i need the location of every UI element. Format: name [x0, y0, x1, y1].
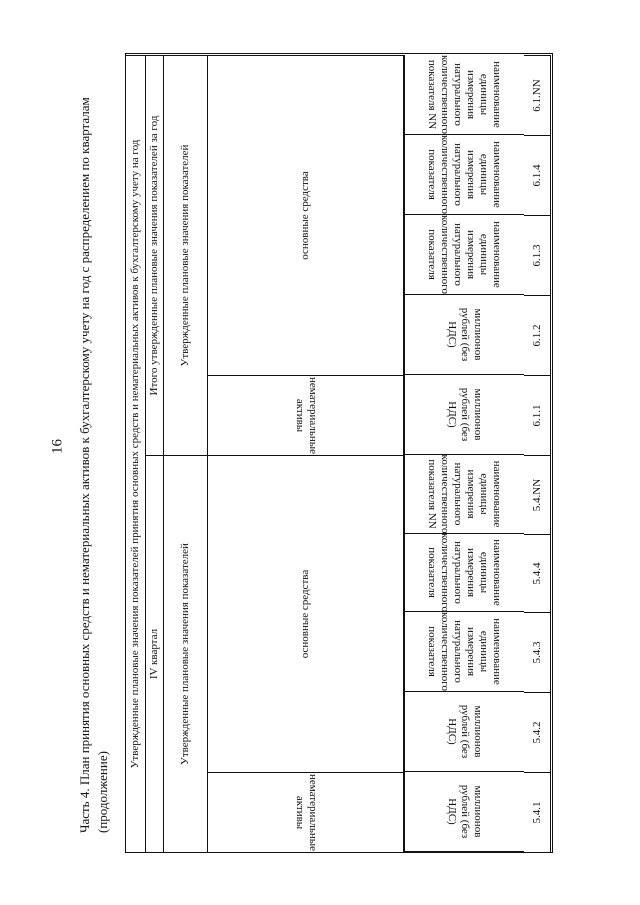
- left-fixed-assets-header: основные средства: [208, 455, 404, 772]
- col-unit-6-1-3: наименование единицы измерения натурального количественного показателя: [404, 215, 524, 295]
- col-unit-6-1-1: миллионов рублей (без НДС): [404, 375, 524, 455]
- col-code-5-4-1: 5.4.1: [524, 772, 551, 852]
- plan-table: [125, 53, 553, 853]
- col-unit-6-1-4: наименование единицы измерения натурального количественного показателя: [404, 135, 524, 215]
- col-code-5-4-nn: 5.4.NN: [524, 455, 551, 534]
- left-intangible-header: нематериальные активы: [208, 772, 404, 852]
- year-total-header: Итого утвержденные плановые значения показателей за год: [146, 55, 164, 455]
- right-fixed-assets-header: основные средства: [208, 55, 404, 375]
- col-code-6-1-2: 6.1.2: [524, 295, 551, 375]
- left-plan-title: Утвержденные плановые значения показателей: [164, 455, 208, 852]
- quarter-header: IV квартал: [146, 455, 164, 852]
- col-code-6-1-nn: 6.1.NN: [524, 55, 551, 135]
- col-code-5-4-3: 5.4.3: [524, 612, 551, 692]
- right-plan-title: Утвержденные плановые значения показателей: [164, 55, 208, 455]
- col-unit-5-4-2: миллионов рублей (без НДС): [404, 692, 524, 772]
- col-code-6-1-1: 6.1.1: [524, 375, 551, 455]
- col-unit-5-4-4: наименование единицы измерения натурального количественного показателя: [404, 534, 524, 612]
- col-unit-5-4-nn: наименование единицы измерения натурального количественного показателя NN: [404, 455, 524, 534]
- right-intangible-header: нематериальные активы: [208, 375, 404, 455]
- col-unit-6-1-nn: наименование единицы измерения натурального количественного показателя NN: [404, 55, 524, 135]
- col-unit-6-1-2: миллионов рублей (без НДС): [404, 295, 524, 375]
- col-code-5-4-2: 5.4.2: [524, 692, 551, 772]
- col-code-6-1-3: 6.1.3: [524, 215, 551, 295]
- col-unit-5-4-1: миллионов рублей (без НДС): [404, 772, 524, 852]
- col-code-6-1-4: 6.1.4: [524, 135, 551, 215]
- col-unit-5-4-3: наименование единицы измерения натурального количественного показателя: [404, 612, 524, 692]
- page-number: 16: [49, 439, 66, 454]
- band-title: Утвержденные плановые значения показателей принятия основных средств и нематериальных активов к бухгалтерскому учету на год: [126, 55, 146, 852]
- col-code-5-4-4: 5.4.4: [524, 534, 551, 612]
- table-caption: Часть 4. План принятия основных средств и нематериальных активов к бухгалтерскому учету на год с распределением по кварталам (продолжение): [77, 97, 110, 833]
